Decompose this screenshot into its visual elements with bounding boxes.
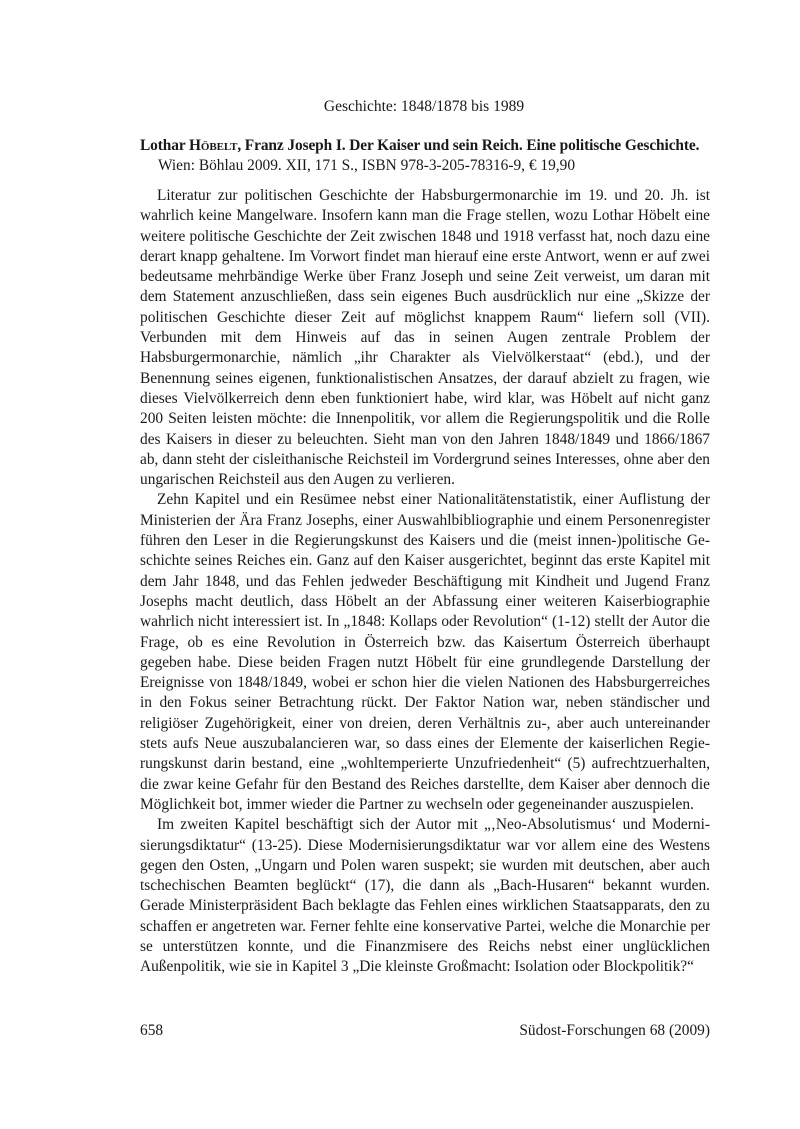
journal-citation: Südost-Forschungen 68 (2009) <box>519 1022 710 1039</box>
page-number: 658 <box>140 1022 164 1039</box>
running-head: Geschichte: 1848/1878 bis 1989 <box>323 98 525 115</box>
publication-details: Wien: Böhlau 2009. XII, 171 S., ISBN 978-3-205-78316-9, € 19,90 <box>158 157 576 174</box>
paragraph-2: Zehn Kapitel und ein Resümee nebst einer Nationalitätenstatistik, einer Auflistung der Ministerien der Ära Franz Josephs, einer Auswahlbibliographie und einem Personenregister führen den Leser in die Regierungskunst des Kaisers und die (meist innen-)politische Geschichte seines Reiches ein. Ganz auf den Kaiser ausgerichtet, beginnt das erste Kapitel mit dem Jahr 1848, und das Fehlen jedweder Beschäftigung mit Kindheit und Jugend Franz Josephs macht deutlich, dass Höbelt an der Abfassung einer weiteren Kaiserbiographie wahrlich nicht interessiert ist. In „1848: Kollaps oder Revolution“ (1-12) stellt der Autor die Frage, ob es eine Revolution in Österreich bzw. das Kaisertum Österreich überhaupt gegeben habe. Diese beiden Fragen nutzt Höbelt für eine grundlegende Darstellung der Ereignisse von 1848/1849, wobei er schon hier die vielen Nationen des Habsburgerreiches in den Fokus seiner Betrachtung rückt. Der Faktor Nation war, neben ständischer und religiöser Zugehörigkeit, einer von dreien, deren Verhältnis zu-, aber auch untereinander stets aufs Neue auszubalancieren war, so dass eines der Elemente der kaiserlichen Regierungskunst darin bestand, eine „wohltemperierte Unzufriedenheit“ (5) aufrechtzuerhalten, die zwar keine Gefahr für den Bestand des Reiches darstellte, dem Kaiser aber dennoch die Möglichkeit bot, immer wieder die Partner zu wechseln oder gegeneinander auszuspielen. <box>140 491 710 813</box>
book-title: , Franz Joseph I. Der Kaiser und sein Reich. Eine politische Geschichte. <box>237 137 700 154</box>
author-last-name: Höbelt <box>189 137 238 154</box>
author-first-name: Lothar <box>140 137 190 154</box>
paragraph-3: Im zweiten Kapitel beschäftigt sich der Autor mit „‚Neo-Absolutismus‘ und Modernisierungsdiktatur“ (13-25). Diese Modernisierungsdiktatur war vor allem eine des Westens gegen den Osten, „Ungarn und Polen waren suspekt; sie wurden mit deutschen, aber auch tschechischen Beamten beglückt“ (17), die dann als „Bach-Husaren“ bekannt wurden. Gerade Ministerpräsident Bach beklagte das Fehlen eines wirklichen Staatsapparats, den zu schaffen er angetreten war. Ferner fehlte eine konservative Partei, welche die Monarchie per se unterstützen konnte, und die Finanzmisere des Reichs nebst einer unglücklichen Außenpolitik, wie sie in Kapitel 3 „Die kleinste Großmacht: Isolation oder Blockpolitik?“ <box>140 816 710 976</box>
paragraph-1: Literatur zur politischen Geschichte der Habsburgermonarchie im 19. und 20. Jh. ist wahrlich keine Mangelware. Insofern kann man die Frage stellen, wozu Lothar Höbelt eine weitere politische Geschichte der Zeit zwischen 1848 und 1918 verfasst hat, noch dazu eine derart knapp gehaltene. Im Vorwort findet man hierauf eine erste Antwort, wenn er auf zwei bedeutsame mehrbändige Werke über Franz Joseph und seine Zeit verweist, um daran mit dem Statement anzuschließen, dass sein eigenes Buch ausdrücklich nur eine „Skizze der politischen Geschichte dieser Zeit auf möglichst knappem Raum“ liefern soll (VII). Verbunden mit dem Hinweis auf das in seinen Augen zentrale Problem der Habsburgermonarchie, nämlich „ihr Charakter als Vielvölkerstaat“ (ebd.), und der Benennung seines eigenen, funktionalistischen Ansatzes, der darauf abzielt zu fragen, wie dieses Vielvölkerreich denn eben funktioniert habe, wird klar, was Höbelt auf nicht ganz 200 Seiten leisten möchte: die Innenpolitik, vor allem die Regierungspolitik und die Rolle des Kaisers in dieser zu beleuchten. Sieht man von den Jahren 1848/1849 und 1866/1867 ab, dann steht der cisleithanische Reichsteil im Vordergrund seines Interesses, ohne aber den ungarischen Reichsteil aus den Augen zu verlieren. <box>140 187 710 489</box>
book-title-line <box>140 136 715 156</box>
review-body <box>140 186 710 978</box>
review-entry-header <box>140 136 715 176</box>
